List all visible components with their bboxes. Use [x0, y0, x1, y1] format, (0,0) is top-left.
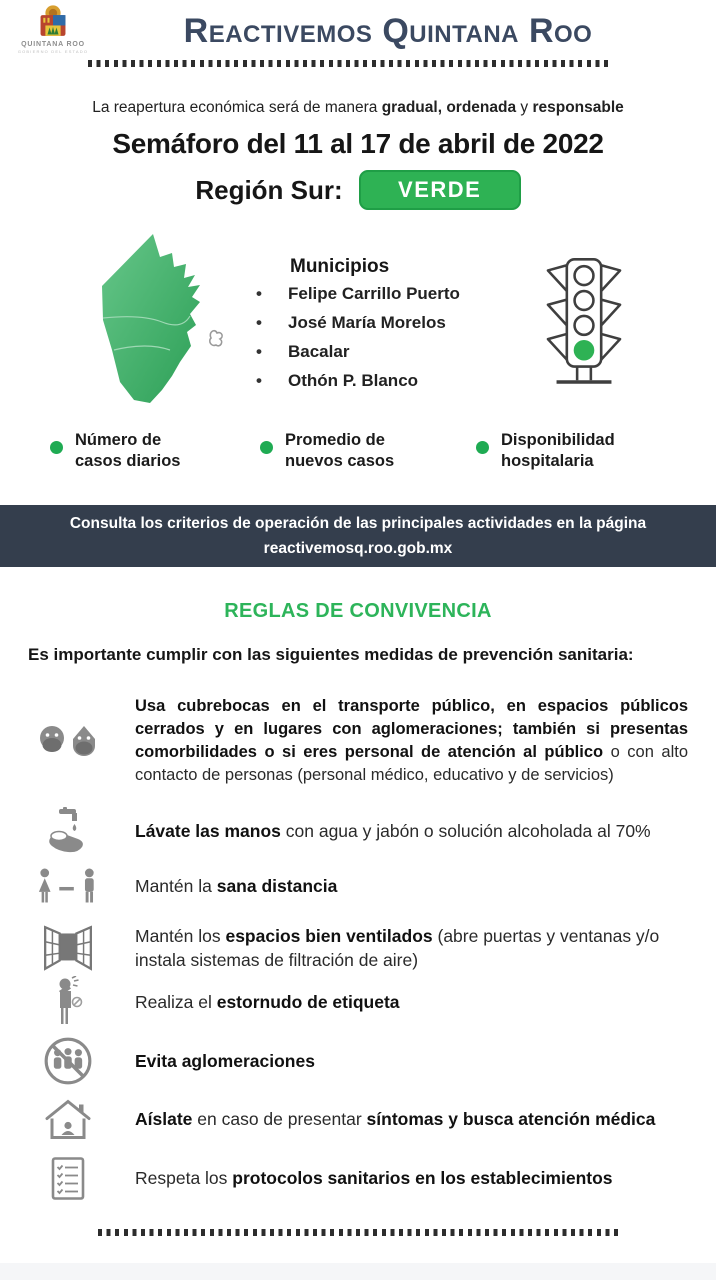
social-distance-icon: [0, 867, 135, 905]
green-dot-icon: [50, 441, 63, 454]
rule-bold: espacios bien ventilados: [225, 925, 433, 946]
rule-pre: Respeta los: [135, 1167, 233, 1188]
logo-name: QUINTANA ROO: [21, 41, 85, 48]
rule-mid: en caso de presentar: [192, 1108, 367, 1129]
quintana-roo-emblem-icon: [32, 4, 74, 40]
rule-isolate: [0, 1094, 716, 1144]
indicator-label: Promedio de nuevos casos: [285, 431, 395, 470]
region-label: Región Sur:: [195, 174, 343, 205]
traffic-light-green-icon: [541, 255, 627, 388]
indicator-daily-cases: [50, 430, 193, 471]
municipio-item: • Bacalar: [250, 342, 480, 362]
rule-rest: con agua y jabón o solución alcoholada al 70%: [280, 820, 651, 841]
status-badge-verde: VERDE: [359, 170, 521, 210]
protocols-icon: [0, 1155, 135, 1202]
municipio-item: • Felipe Carrillo Puerto: [250, 284, 480, 304]
rule-text: [135, 874, 716, 898]
rule-text: [135, 1166, 716, 1190]
municipios-heading: Municipios: [290, 256, 390, 277]
rule-pre: Mantén la: [135, 875, 217, 896]
rule-text: [135, 1107, 716, 1131]
municipio-item: • Othón P. Blanco: [250, 371, 480, 391]
indicator-label: Número de casos diarios: [75, 431, 181, 470]
indicator-average-new-cases: [260, 430, 407, 471]
rule-rest: o con alto contacto de personas (personal médico, educativo y de servicios): [135, 743, 688, 784]
rule-pre: Mantén los: [135, 925, 226, 946]
municipio-item: • José María Morelos: [250, 313, 480, 333]
reopening-bold1: gradual, ordenada: [381, 99, 517, 116]
rule-sneeze-etiquette: [0, 977, 716, 1027]
rule-bold: Evita aglomeraciones: [135, 1050, 315, 1071]
page-title: Reactivemos Quintana Roo: [183, 12, 593, 50]
rule-social-distance: [0, 862, 716, 910]
rule-use-face-mask: [0, 690, 716, 792]
face-masks-icon: [0, 722, 135, 760]
rule-respect-protocols: [0, 1152, 716, 1204]
reopening-statement: [0, 99, 716, 117]
hand-washing-icon: [0, 807, 135, 855]
logo-subtitle: GOBIERNO DEL ESTADO: [17, 49, 89, 54]
rule-bold: Lávate las manos: [135, 820, 281, 841]
rule-rest: (abre puertas y ventanas y/o instala sistemas de filtración de aire): [135, 925, 660, 970]
rule-text: [135, 1049, 716, 1073]
stay-home-icon: [0, 1098, 135, 1141]
rule-ventilation: [0, 917, 716, 979]
rule-bold: Aíslate: [135, 1108, 193, 1129]
reopening-pre: La reapertura económica será de manera: [92, 99, 382, 116]
reopening-mid: y: [516, 99, 533, 116]
rule-text: [135, 819, 716, 843]
open-window-icon: [0, 925, 135, 971]
rule-text: [135, 990, 716, 1014]
banner-line1: Consulta los criterios de operación de las principales actividades en la página: [69, 515, 647, 532]
sneeze-etiquette-icon: [0, 976, 135, 1028]
rule-text: [135, 924, 716, 972]
rules-heading: REGLAS DE CONVIVENCIA: [224, 600, 492, 622]
indicator-label: Disponibilidad hospitalaria: [501, 431, 615, 470]
rule-wash-hands: [0, 806, 716, 856]
region-sur-map: [92, 230, 226, 408]
dotted-divider-bottom: [98, 1229, 622, 1236]
semaforo-title: Semáforo del 11 al 17 de abril de 2022: [112, 128, 604, 159]
rules-intro: Es importante cumplir con las siguientes medidas de prevención sanitaria:: [28, 645, 634, 664]
dotted-divider-top: [88, 60, 610, 67]
green-dot-icon: [476, 441, 489, 454]
criteria-banner: [0, 505, 716, 567]
no-crowds-icon: [0, 1035, 135, 1087]
rule-pre: Realiza el: [135, 991, 217, 1012]
region-row: [0, 170, 716, 210]
indicator-hospital-availability: [476, 430, 641, 471]
banner-url: reactivemosq.roo.gob.mx: [263, 540, 453, 557]
rule-bold: Usa cubrebocas en el transporte público, en espacios públicos cerrados y en lugares con aglomeraciones; también si presentas comorbilidades o si eres personal de atención al público: [135, 697, 688, 761]
rule-bold: sana distancia: [216, 875, 338, 896]
rule-avoid-crowds: [0, 1036, 716, 1086]
rule-bold: estornudo de etiqueta: [216, 991, 400, 1012]
green-dot-icon: [260, 441, 273, 454]
municipios-list: [250, 256, 480, 400]
reopening-bold2: responsable: [532, 99, 624, 116]
rule-bold2: síntomas y busca atención médica: [366, 1108, 656, 1129]
rule-bold: protocolos sanitarios en los establecimientos: [232, 1167, 613, 1188]
rule-text: [135, 695, 716, 787]
bottom-strip: [0, 1263, 716, 1280]
quintana-roo-logo: [14, 4, 92, 54]
